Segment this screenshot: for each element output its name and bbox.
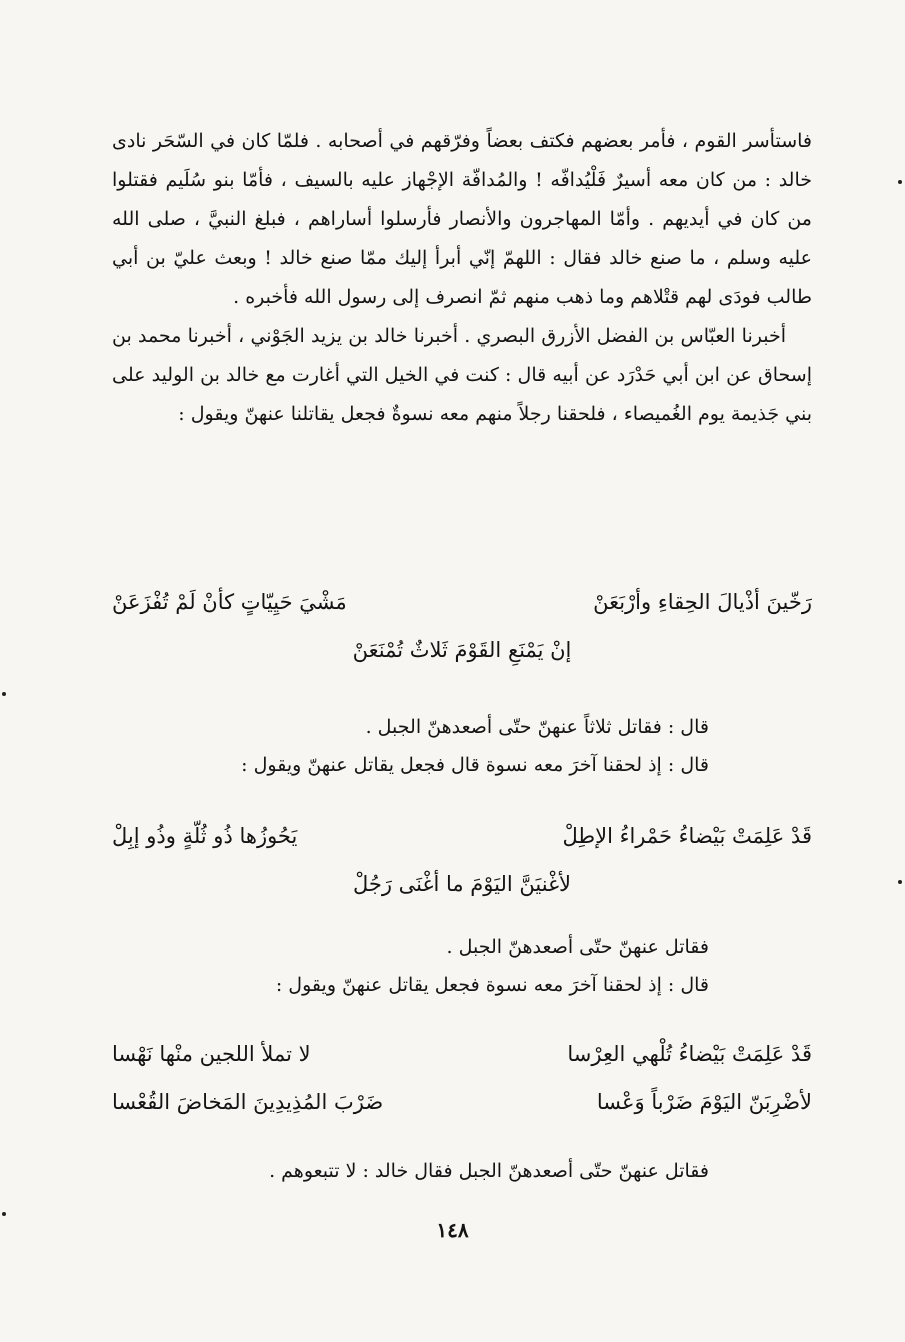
verse-2-line-2: لأغْنيَنَّ اليَوْمَ ما أغْنَى رَجُلْ (352, 872, 572, 896)
narration-2 (112, 928, 755, 1004)
closing-text (112, 1152, 755, 1190)
paragraph-1: فاستأسر القوم ، فأمر بعضهم فكتف بعضاً وفرّقهم في أصحابه . فلمّا كان في السّحَر نادى خالد : من كان معه أسيرٌ فَلْيُدافّه ! والمُدافّة الإجْهاز عليه بالسيف ، فأمّا بنو سُلَيم فقتلوا من كان في أيديهم . وأمّا المهاجرون والأنصار فأرسلوا أساراهم ، فبلغ النبيَّ ، صلى الله عليه وسلم ، ما صنع خالد فقال : اللهمّ إنّي أبرأ إليك ممّا صنع خالد ! وبعث عليّ بن أبي طالب فودَى لهم قتْلاهم وما ذهب منهم ثمّ انصرف إلى رسول الله فأخبره . (112, 130, 812, 308)
narration-1-line-1: قال : فقاتل ثلاثاً عنهنّ حتّى أصعدهنّ الجبل . (365, 716, 709, 738)
verse-3-left-hemistich-1: لا تملأ اللجين منْها نَهْسا (112, 1042, 311, 1066)
scan-speck (2, 1212, 6, 1216)
paragraph-2: أخبرنا العبّاس بن الفضل الأزرق البصري . أخبرنا خالد بن يزيد الجَوْني ، أخبرنا محمد بن إسحاق عن ابن أبي حَدْرَد عن أبيه قال : كنت في الخيل التي أغارت مع خالد بن الوليد على بني جَذيمة يوم الغُميصاء ، فلحقنا رجلاً منهم معه نسوةٌ فجعل يقاتلنا عنهنّ ويقول : (112, 325, 812, 425)
verse-1-right-hemistich: رَخّينَ أذْيالَ الحِقاءِ وأرْبَعَنْ (593, 590, 812, 614)
verse-1-left-hemistich: مَشْيَ حَيِيّاتٍ كأنْ لَمْ تُفْزَعَنْ (112, 590, 347, 614)
narration-2-line-1: فقاتل عنهنّ حتّى أصعدهنّ الجبل . (446, 936, 709, 958)
scan-speck (898, 880, 902, 884)
narration-1 (112, 708, 755, 784)
verse-1 (112, 578, 812, 674)
verse-2-right-hemistich: قَدْ عَلِمَتْ بَيْضاءُ حَمْراءُ الإطِلْ (562, 824, 812, 848)
verse-2-line-1 (112, 812, 812, 860)
verse-1-line-2: إنْ يَمْنَعِ القَوْمَ ثَلاثٌ تُمْنَعَنْ (352, 638, 572, 662)
page-number: ١٤٨ (436, 1218, 469, 1242)
verse-3-line-1 (112, 1030, 812, 1078)
scan-speck (2, 692, 6, 696)
scan-speck (898, 180, 902, 184)
verse-1-line-1 (112, 578, 812, 626)
narration-2-line-2: قال : إذ لحقنا آخرَ معه نسوة فجعل يقاتل عنهنّ ويقول : (275, 974, 709, 996)
narration-1-line-2: قال : إذ لحقنا آخرَ معه نسوة قال فجعل يقاتل عنهنّ ويقول : (241, 754, 709, 776)
verse-3 (112, 1030, 812, 1126)
verse-3-left-hemistich-2: ضَرْبَ المُذِيدِينَ المَخاضَ القُعْسا (112, 1090, 384, 1114)
closing-line: فقاتل عنهنّ حتّى أصعدهنّ الجبل فقال خالد : لا تتبعوهم . (269, 1160, 709, 1182)
verse-2-left-hemistich: يَحُوزُها ذُو ثُلّةٍ وذُو إبِلْ (112, 824, 298, 848)
verse-2 (112, 812, 812, 908)
main-text (112, 122, 812, 434)
verse-3-right-hemistich-1: قَدْ عَلِمَتْ بَيْضاءُ تُلْهي العِرْسا (567, 1042, 812, 1066)
verse-3-line-2 (112, 1078, 812, 1126)
verse-3-right-hemistich-2: لأضْرِبَنّ اليَوْمَ ضَرْباً وَعْسا (596, 1090, 812, 1114)
